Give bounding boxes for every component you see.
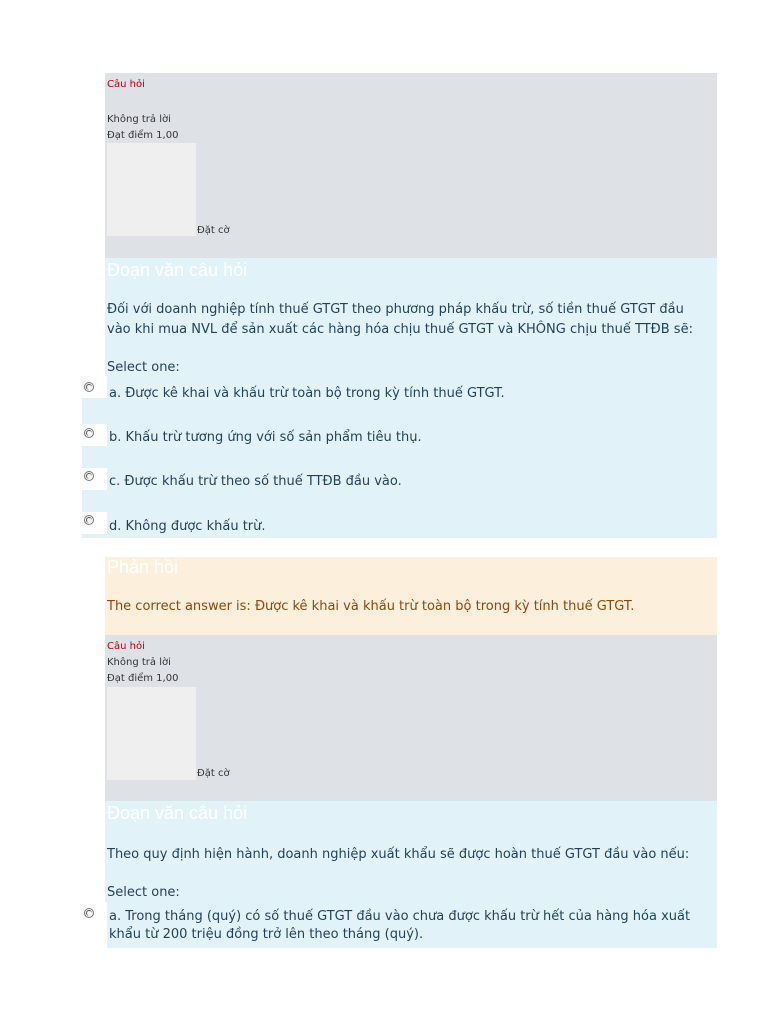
question-state: Không trả lời	[107, 657, 171, 668]
answer-option[interactable]	[82, 376, 717, 424]
answer-radio[interactable]	[84, 908, 94, 918]
question-content-panel	[105, 258, 717, 382]
question-text: Theo quy định hiện hành, doanh nghiệp xuất khẩu sẽ được hoàn thuế GTGT đầu vào nếu:	[107, 847, 690, 862]
select-one-prompt: Select one:	[107, 360, 180, 375]
question-state: Không trả lời	[107, 114, 171, 125]
feedback-panel	[105, 557, 717, 635]
question-info-panel	[105, 635, 717, 801]
answer-label[interactable]: d. Không được khấu trừ.	[109, 519, 266, 534]
answer-option[interactable]	[82, 902, 717, 948]
question-content-panel	[105, 801, 717, 905]
answer-option[interactable]	[82, 512, 717, 538]
question-mark: Đạt điểm 1,00	[107, 130, 179, 141]
flag-question-label[interactable]: Đặt cờ	[197, 225, 230, 236]
feedback-heading: Phản hồi	[107, 557, 179, 577]
question-label: Câu hỏi	[107, 79, 145, 90]
answer-radio[interactable]	[84, 382, 94, 392]
question-text: Đối với doanh nghiệp tính thuế GTGT theo phương pháp khấu trừ, số tiền thuế GTGT đầu vào khi mua NVL để sản xuất các hàng hóa chịu thuế GTGT và KHÔNG chịu thuế TTĐB sẽ:	[107, 302, 693, 337]
question-mark: Đạt điểm 1,00	[107, 673, 179, 684]
answer-option[interactable]	[82, 424, 717, 468]
answer-label[interactable]: a. Trong tháng (quý) có số thuế GTGT đầu vào chưa được khấu trừ hết của hàng hóa xuất khẩu từ 200 triệu đồng trở lên theo tháng (quý).	[109, 909, 691, 942]
answer-radio[interactable]	[84, 471, 94, 481]
flag-question-image[interactable]	[107, 687, 196, 780]
question-info-panel	[105, 73, 717, 258]
select-one-prompt: Select one:	[107, 885, 180, 900]
question-label: Câu hỏi	[107, 641, 145, 652]
answer-radio[interactable]	[84, 428, 94, 438]
answer-option[interactable]	[82, 468, 717, 512]
correct-answer-text: The correct answer is: Được kê khai và khấu trừ toàn bộ trong kỳ tính thuế GTGT.	[107, 599, 635, 614]
question-text-heading: Đoạn văn câu hỏi	[107, 260, 248, 280]
flag-question-image[interactable]	[107, 143, 196, 236]
answer-label[interactable]: a. Được kê khai và khấu trừ toàn bộ trong kỳ tính thuế GTGT.	[109, 386, 505, 401]
question-text-heading: Đoạn văn câu hỏi	[107, 803, 248, 823]
answer-label[interactable]: c. Được khấu trừ theo số thuế TTĐB đầu vào.	[109, 474, 402, 489]
answer-label[interactable]: b. Khấu trừ tương ứng với số sản phẩm tiêu thụ.	[109, 430, 422, 445]
flag-question-label[interactable]: Đặt cờ	[197, 768, 230, 779]
answer-radio[interactable]	[84, 515, 94, 525]
